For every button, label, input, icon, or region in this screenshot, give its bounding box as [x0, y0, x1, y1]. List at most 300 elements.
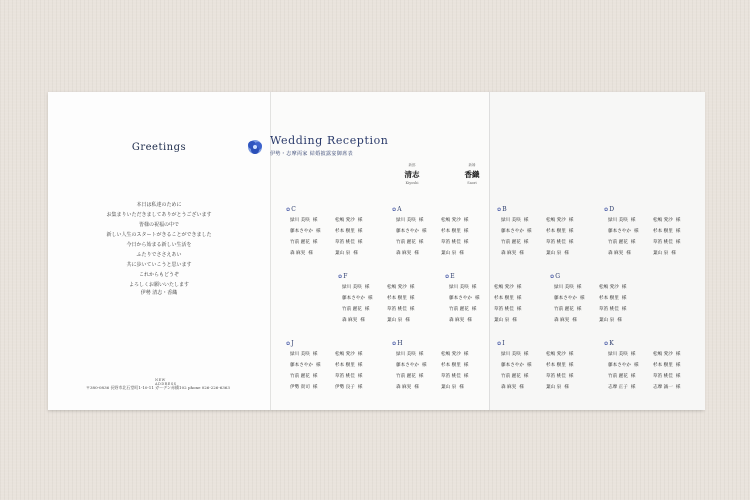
guest-name: 杉本 樹里: [441, 229, 461, 234]
guest-entry: [342, 305, 369, 314]
table-label: [286, 340, 294, 347]
table-letter: I: [502, 340, 505, 347]
honorific: 様: [471, 285, 477, 290]
honorific: 様: [523, 218, 529, 223]
table-letter: F: [343, 273, 348, 280]
greetings-line: 新しい人生のスタートがきることができました: [106, 232, 212, 238]
sprig-icon: ✿: [604, 341, 609, 347]
guest-name: 竹前 麗花: [501, 240, 521, 245]
guest-entry: [546, 372, 573, 381]
guest-entry: [396, 238, 423, 247]
honorific: 様: [418, 374, 424, 379]
table-label: [604, 340, 614, 347]
guest-name: 緑川 美咲: [608, 352, 628, 357]
guest-entry: [335, 227, 362, 236]
honorific: 様: [633, 363, 639, 368]
guest-name: 杉本 樹里: [653, 229, 673, 234]
honorific: 様: [630, 352, 636, 357]
honorific: 様: [312, 352, 318, 357]
honorific: 様: [568, 363, 574, 368]
guest-name: 草笛 桃佳: [441, 240, 461, 245]
table-letter: K: [609, 340, 614, 347]
guest-entry: [653, 227, 680, 236]
guest-name: 竹前 麗花: [554, 307, 574, 312]
guest-entry: [335, 216, 362, 225]
guest-name: 葉山 泉: [494, 318, 510, 323]
honorific: 様: [516, 285, 522, 290]
guest-name: 松嶋 愛沙: [335, 218, 355, 223]
sprig-icon: ✿: [286, 207, 291, 213]
greetings-line: 本日は私達のために: [136, 202, 182, 208]
table-letter: D: [609, 206, 615, 213]
table-letter: B: [502, 206, 507, 213]
guest-name: 松嶋 愛沙: [599, 285, 619, 290]
guest-name: 松嶋 愛沙: [546, 218, 566, 223]
groom-block: [392, 163, 432, 185]
guest-name: 松嶋 愛沙: [441, 352, 461, 357]
guest-name: 竹前 麗花: [396, 240, 416, 245]
guest-entry: [546, 238, 573, 247]
guest-name: 森 麻実: [554, 318, 570, 323]
sprig-icon: ✿: [338, 274, 343, 280]
guest-name: 緑川 美咲: [501, 352, 521, 357]
honorific: 様: [463, 352, 469, 357]
guest-name: 藤本さやか: [396, 363, 419, 368]
honorific: 様: [459, 385, 464, 390]
guest-entry: [546, 249, 569, 258]
greetings-line: 共に歩いていこうと思います: [126, 262, 192, 268]
guest-entry: [335, 238, 362, 247]
guest-entry: [396, 249, 419, 258]
table-label: [497, 340, 505, 347]
guest-name: 竹前 麗花: [290, 374, 310, 379]
guest-name: 杉本 樹里: [335, 229, 355, 234]
guest-entry: [387, 316, 410, 325]
honorific: 様: [467, 318, 472, 323]
groom-role: 新郎: [408, 163, 416, 167]
honorific: 様: [572, 318, 577, 323]
guest-entry: [441, 216, 468, 225]
guest-entry: [501, 238, 528, 247]
honorific: 様: [626, 251, 631, 256]
honorific: 様: [576, 307, 582, 312]
guest-entry: [449, 283, 476, 292]
guest-name: 杉本 樹里: [387, 296, 407, 301]
guest-entry: [449, 294, 480, 303]
honorific: 様: [409, 296, 415, 301]
guest-name: 緑川 美咲: [501, 218, 521, 223]
guest-entry: [608, 238, 635, 247]
greetings-message: [48, 200, 270, 290]
guest-entry: [653, 383, 680, 392]
honorific: 様: [474, 296, 480, 301]
greetings-line: よろしくお願いいたします: [128, 282, 189, 288]
honorific: 様: [357, 385, 363, 390]
guest-name: 竹前 麗花: [501, 374, 521, 379]
reception-subtitle: 伊勢・志摩両家 結婚披露宴御席表: [270, 151, 353, 157]
honorific: 様: [630, 385, 636, 390]
guest-name: 緑川 美咲: [396, 352, 416, 357]
guest-name: 伊勢 良子: [335, 385, 355, 390]
honorific: 様: [357, 374, 363, 379]
sprig-icon: ✿: [286, 341, 291, 347]
guest-entry: [501, 372, 528, 381]
guest-name: 竹前 麗花: [449, 307, 469, 312]
guest-name: 松嶋 愛沙: [494, 285, 514, 290]
guest-name: 杉本 樹里: [546, 229, 566, 234]
guest-entry: [449, 316, 472, 325]
guest-name: 藤本さやか: [290, 363, 313, 368]
guest-name: 竹前 麗花: [290, 240, 310, 245]
honorific: 様: [675, 374, 681, 379]
table-label: [604, 206, 614, 213]
guest-name: 緑川 美咲: [608, 218, 628, 223]
guest-entry: [599, 316, 622, 325]
honorific: 様: [512, 318, 517, 323]
honorific: 様: [568, 374, 574, 379]
honorific: 様: [630, 374, 636, 379]
guest-entry: [501, 227, 532, 236]
guest-entry: [494, 283, 521, 292]
honorific: 様: [568, 352, 574, 357]
honorific: 様: [523, 240, 529, 245]
bride-name: 香織: [464, 170, 480, 179]
guest-name: 竹前 麗花: [608, 374, 628, 379]
guest-name: 森 麻実: [501, 251, 517, 256]
honorific: 様: [519, 251, 524, 256]
guest-entry: [290, 238, 317, 247]
guest-entry: [396, 350, 423, 359]
honorific: 様: [312, 218, 318, 223]
guest-name: 松嶋 愛沙: [546, 352, 566, 357]
guest-name: 草笛 桃佳: [546, 240, 566, 245]
honorific: 様: [409, 307, 415, 312]
guest-entry: [599, 305, 626, 314]
guest-name: 松嶋 愛沙: [387, 285, 407, 290]
honorific: 様: [418, 352, 424, 357]
guest-entry: [290, 372, 317, 381]
honorific: 様: [675, 385, 681, 390]
table-label: [286, 206, 296, 213]
guest-name: 葉山 泉: [335, 251, 351, 256]
signature: 伊勢 清志・香織: [140, 290, 178, 296]
table-label: [497, 206, 507, 213]
guest-name: 杉本 樹里: [494, 296, 514, 301]
guest-entry: [396, 216, 423, 225]
guest-name: 松嶋 愛沙: [653, 218, 673, 223]
guest-name: 松嶋 愛沙: [441, 218, 461, 223]
guest-name: 竹前 麗花: [342, 307, 362, 312]
honorific: 様: [418, 240, 424, 245]
honorific: 様: [312, 240, 318, 245]
honorific: 様: [312, 374, 318, 379]
guest-name: 伊勢 貴司: [290, 385, 310, 390]
guest-name: 葉山 泉: [546, 385, 562, 390]
guest-entry: [554, 316, 577, 325]
guest-entry: [546, 361, 573, 370]
guest-entry: [546, 227, 573, 236]
guest-entry: [335, 361, 362, 370]
guest-name: 緑川 美咲: [396, 218, 416, 223]
guest-entry: [554, 294, 585, 303]
guest-name: 葉山 泉: [441, 251, 457, 256]
table-letter: J: [291, 340, 294, 347]
sprig-icon: ✿: [497, 207, 502, 213]
guest-name: 杉本 樹里: [335, 363, 355, 368]
reception-title: Wedding Reception: [270, 134, 389, 147]
table-label: [392, 340, 402, 347]
honorific: 様: [315, 363, 321, 368]
honorific: 様: [579, 296, 585, 301]
guest-name: 松嶋 愛沙: [653, 352, 673, 357]
guest-entry: [290, 361, 321, 370]
guest-entry: [290, 383, 317, 392]
guest-name: 杉本 樹里: [441, 363, 461, 368]
honorific: 様: [308, 251, 313, 256]
guest-name: 藤本さやか: [290, 229, 313, 234]
guest-entry: [608, 350, 635, 359]
guest-name: 藤本さやか: [342, 296, 365, 301]
guest-entry: [387, 294, 414, 303]
guest-name: 藤本さやか: [554, 296, 577, 301]
guest-name: 葉山 泉: [653, 251, 669, 256]
guest-entry: [335, 372, 362, 381]
guest-entry: [546, 216, 573, 225]
guest-entry: [501, 216, 528, 225]
table-letter: C: [291, 206, 296, 213]
guest-name: 葉山 泉: [441, 385, 457, 390]
guest-entry: [599, 294, 626, 303]
guest-name: 藤本さやか: [449, 296, 472, 301]
honorific: 様: [621, 285, 627, 290]
guest-name: 藤本さやか: [396, 229, 419, 234]
guest-entry: [494, 316, 517, 325]
guest-entry: [342, 316, 365, 325]
honorific: 様: [675, 229, 681, 234]
guest-entry: [441, 361, 468, 370]
honorific: 様: [568, 240, 574, 245]
guest-entry: [599, 283, 626, 292]
guest-name: 緑川 美咲: [449, 285, 469, 290]
table-label: [392, 206, 402, 213]
guest-entry: [441, 383, 464, 392]
honorific: 様: [523, 352, 529, 357]
guest-name: 杉本 樹里: [653, 363, 673, 368]
greetings-line: 皆様の祝福の中で: [138, 222, 179, 228]
honorific: 様: [523, 374, 529, 379]
honorific: 様: [364, 285, 370, 290]
guest-name: 森 麻実: [449, 318, 465, 323]
guest-name: 葉山 泉: [599, 318, 615, 323]
honorific: 様: [414, 251, 419, 256]
sprig-icon: ✿: [497, 341, 502, 347]
guest-entry: [494, 294, 521, 303]
guest-name: 緑川 美咲: [290, 218, 310, 223]
address-line: 〒380-0836 長野市北石堂町1-10-11 ガーデン赤橋102 phone 026-226-6363: [86, 385, 230, 390]
sprig-icon: ✿: [550, 274, 555, 280]
guest-name: 松嶋 愛沙: [335, 352, 355, 357]
groom-name: 清志: [404, 170, 420, 179]
guest-name: 草笛 桃佳: [599, 307, 619, 312]
honorific: 様: [459, 251, 464, 256]
greetings-line: 今日から始まる新しい生活を: [126, 242, 192, 248]
sprig-icon: ✿: [392, 207, 397, 213]
guest-name: 草笛 桃佳: [335, 374, 355, 379]
honorific: 様: [357, 352, 363, 357]
guest-entry: [546, 350, 573, 359]
honorific: 様: [463, 229, 469, 234]
address-label: NEW ADDRESS: [155, 378, 177, 386]
guest-entry: [396, 383, 419, 392]
honorific: 様: [568, 229, 574, 234]
guest-entry: [608, 216, 635, 225]
honorific: 様: [516, 307, 522, 312]
honorific: 様: [526, 229, 532, 234]
guest-entry: [501, 361, 532, 370]
honorific: 様: [564, 385, 569, 390]
guest-name: 森 麻実: [342, 318, 358, 323]
guest-entry: [653, 350, 680, 359]
honorific: 様: [675, 352, 681, 357]
guest-entry: [335, 383, 362, 392]
guest-entry: [342, 294, 373, 303]
honorific: 様: [564, 251, 569, 256]
honorific: 様: [414, 385, 419, 390]
guest-name: 葉山 泉: [546, 251, 562, 256]
guest-name: 杉本 樹里: [546, 363, 566, 368]
honorific: 様: [633, 229, 639, 234]
honorific: 様: [418, 218, 424, 223]
guest-name: 草笛 桃佳: [494, 307, 514, 312]
honorific: 様: [621, 296, 627, 301]
honorific: 様: [357, 363, 363, 368]
honorific: 様: [617, 318, 622, 323]
honorific: 様: [463, 218, 469, 223]
guest-name: 草笛 桃佳: [653, 240, 673, 245]
table-label: [550, 273, 560, 280]
honorific: 様: [526, 363, 532, 368]
honorific: 様: [353, 251, 358, 256]
sprig-icon: ✿: [604, 207, 609, 213]
honorific: 様: [519, 385, 524, 390]
honorific: 様: [360, 318, 365, 323]
guest-entry: [501, 249, 524, 258]
honorific: 様: [357, 229, 363, 234]
guest-entry: [653, 216, 680, 225]
guest-name: 森 麻実: [290, 251, 306, 256]
guest-name: 竹前 麗花: [396, 374, 416, 379]
greetings-line: これからもどうぞ: [138, 272, 179, 278]
guest-entry: [335, 350, 362, 359]
guest-name: 葉山 泉: [387, 318, 403, 323]
honorific: 様: [364, 307, 370, 312]
honorific: 様: [421, 229, 427, 234]
table-letter: E: [450, 273, 455, 280]
guest-name: 志摩 誠一: [653, 385, 673, 390]
guest-name: 草笛 桃佳: [441, 374, 461, 379]
sprig-icon: ✿: [445, 274, 450, 280]
table-label: [338, 273, 347, 280]
guest-name: 森 麻実: [396, 251, 412, 256]
guest-name: 草笛 桃佳: [335, 240, 355, 245]
guest-entry: [290, 350, 317, 359]
groom-romaji: Kiyoshi: [405, 181, 419, 185]
honorific: 様: [630, 240, 636, 245]
guest-entry: [387, 305, 414, 314]
guest-name: 草笛 桃佳: [653, 374, 673, 379]
guest-name: 森 麻実: [501, 385, 517, 390]
table-letter: G: [555, 273, 560, 280]
table-letter: A: [397, 206, 402, 213]
guest-name: 杉本 樹里: [599, 296, 619, 301]
honorific: 様: [357, 218, 363, 223]
guest-entry: [441, 249, 464, 258]
guest-entry: [653, 372, 680, 381]
guest-name: 草笛 桃佳: [546, 374, 566, 379]
bride-block: [452, 163, 492, 185]
guest-entry: [396, 361, 427, 370]
honorific: 様: [471, 307, 477, 312]
guest-name: 竹前 麗花: [608, 240, 628, 245]
table-label: [445, 273, 455, 280]
guest-entry: [608, 361, 639, 370]
bride-romaji: Saori: [467, 181, 477, 185]
honorific: 様: [621, 307, 627, 312]
honorific: 様: [630, 218, 636, 223]
honorific: 様: [568, 218, 574, 223]
greetings-line: お集まりいただきましてありがとうございます: [106, 212, 212, 218]
honorific: 様: [675, 218, 681, 223]
honorific: 様: [463, 374, 469, 379]
honorific: 様: [516, 296, 522, 301]
guest-entry: [608, 249, 631, 258]
honorific: 様: [405, 318, 410, 323]
guest-name: 緑川 美咲: [290, 352, 310, 357]
greetings-line: ふたりでささえあい: [136, 252, 182, 258]
guest-entry: [335, 249, 358, 258]
honorific: 様: [463, 363, 469, 368]
guest-name: 藤本さやか: [501, 363, 524, 368]
guest-name: 藤本さやか: [608, 229, 631, 234]
guest-entry: [608, 227, 639, 236]
honorific: 様: [671, 251, 676, 256]
guest-entry: [608, 372, 635, 381]
guest-entry: [449, 305, 476, 314]
honorific: 様: [576, 285, 582, 290]
guest-entry: [494, 305, 521, 314]
guest-entry: [546, 383, 569, 392]
guest-entry: [653, 249, 676, 258]
guest-entry: [290, 227, 321, 236]
honorific: 様: [367, 296, 373, 301]
guest-entry: [441, 227, 468, 236]
flower-icon: [244, 136, 266, 158]
honorific: 様: [421, 363, 427, 368]
guest-name: 緑川 美咲: [342, 285, 362, 290]
honorific: 様: [463, 240, 469, 245]
guest-entry: [396, 372, 423, 381]
guest-name: 志摩 正子: [608, 385, 628, 390]
honorific: 様: [312, 385, 318, 390]
honorific: 様: [409, 285, 415, 290]
guest-name: 森 麻実: [396, 385, 412, 390]
honorific: 様: [675, 240, 681, 245]
guest-entry: [441, 372, 468, 381]
honorific: 様: [675, 363, 681, 368]
guest-name: 藤本さやか: [501, 229, 524, 234]
guest-name: 緑川 美咲: [554, 285, 574, 290]
guest-entry: [608, 383, 635, 392]
